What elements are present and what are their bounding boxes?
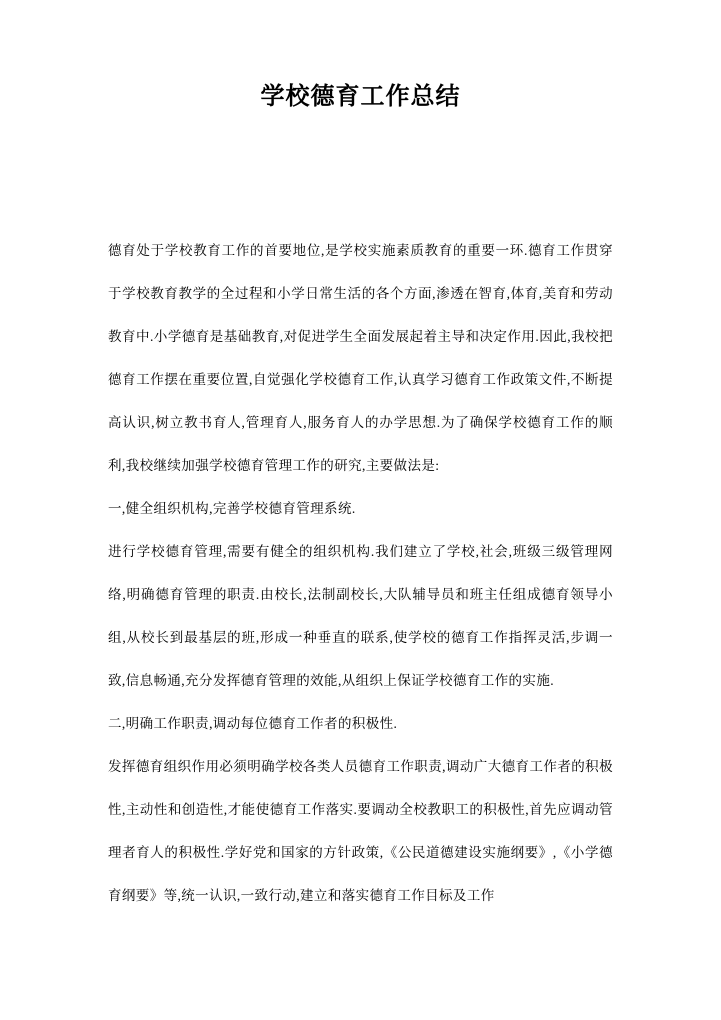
paragraph: 发挥德育组织作用必须明确学校各类人员德育工作职责,调动广大德育工作者的积极性,主动性和创造性,才能使德育工作落实.要调动全校教职工的积极性,首先应调动管理者育人的积极性.学好党和国家的方针政策,《公民道德建设实施纲要》,《小学德育纲要》等,统一认识,一致行动,建立和落实德育工作目标及工作 — [108, 759, 613, 904]
paragraph: 二,明确工作职责,调动每位德育工作者的积极性. — [108, 716, 398, 732]
document-body — [108, 229, 613, 917]
page-title: 学校德育工作总结 — [260, 84, 461, 110]
paragraph: 一,健全组织机构,完善学校德育管理系统. — [108, 501, 356, 517]
paragraph: 德育处于学校教育工作的首要地位,是学校实施素质教育的重要一环.德育工作贯穿于学校教育教学的全过程和小学日常生活的各个方面,渗透在智育,体育,美育和劳动教育中.小学德育是基础教育,对促进学生全面发展起着主导和决定作用.因此,我校把德育工作摆在重要位置,自觉强化学校德育工作,认真学习德育工作政策文件,不断提高认识,树立教书育人,管理育人,服务育人的办学思想.为了确保学校德育工作的顺利,我校继续加强学校德育管理工作的研究,主要做法是: — [108, 243, 613, 474]
paragraph: 进行学校德育管理,需要有健全的组织机构.我们建立了学校,社会,班级三级管理网络,明确德育管理的职责.由校长,法制副校长,大队辅导员和班主任组成德育领导小组,从校长到最基层的班,形成一种垂直的联系,使学校的德育工作指挥灵活,步调一致,信息畅通,充分发挥德育管理的效能,从组织上保证学校德育工作的实施. — [108, 544, 613, 689]
